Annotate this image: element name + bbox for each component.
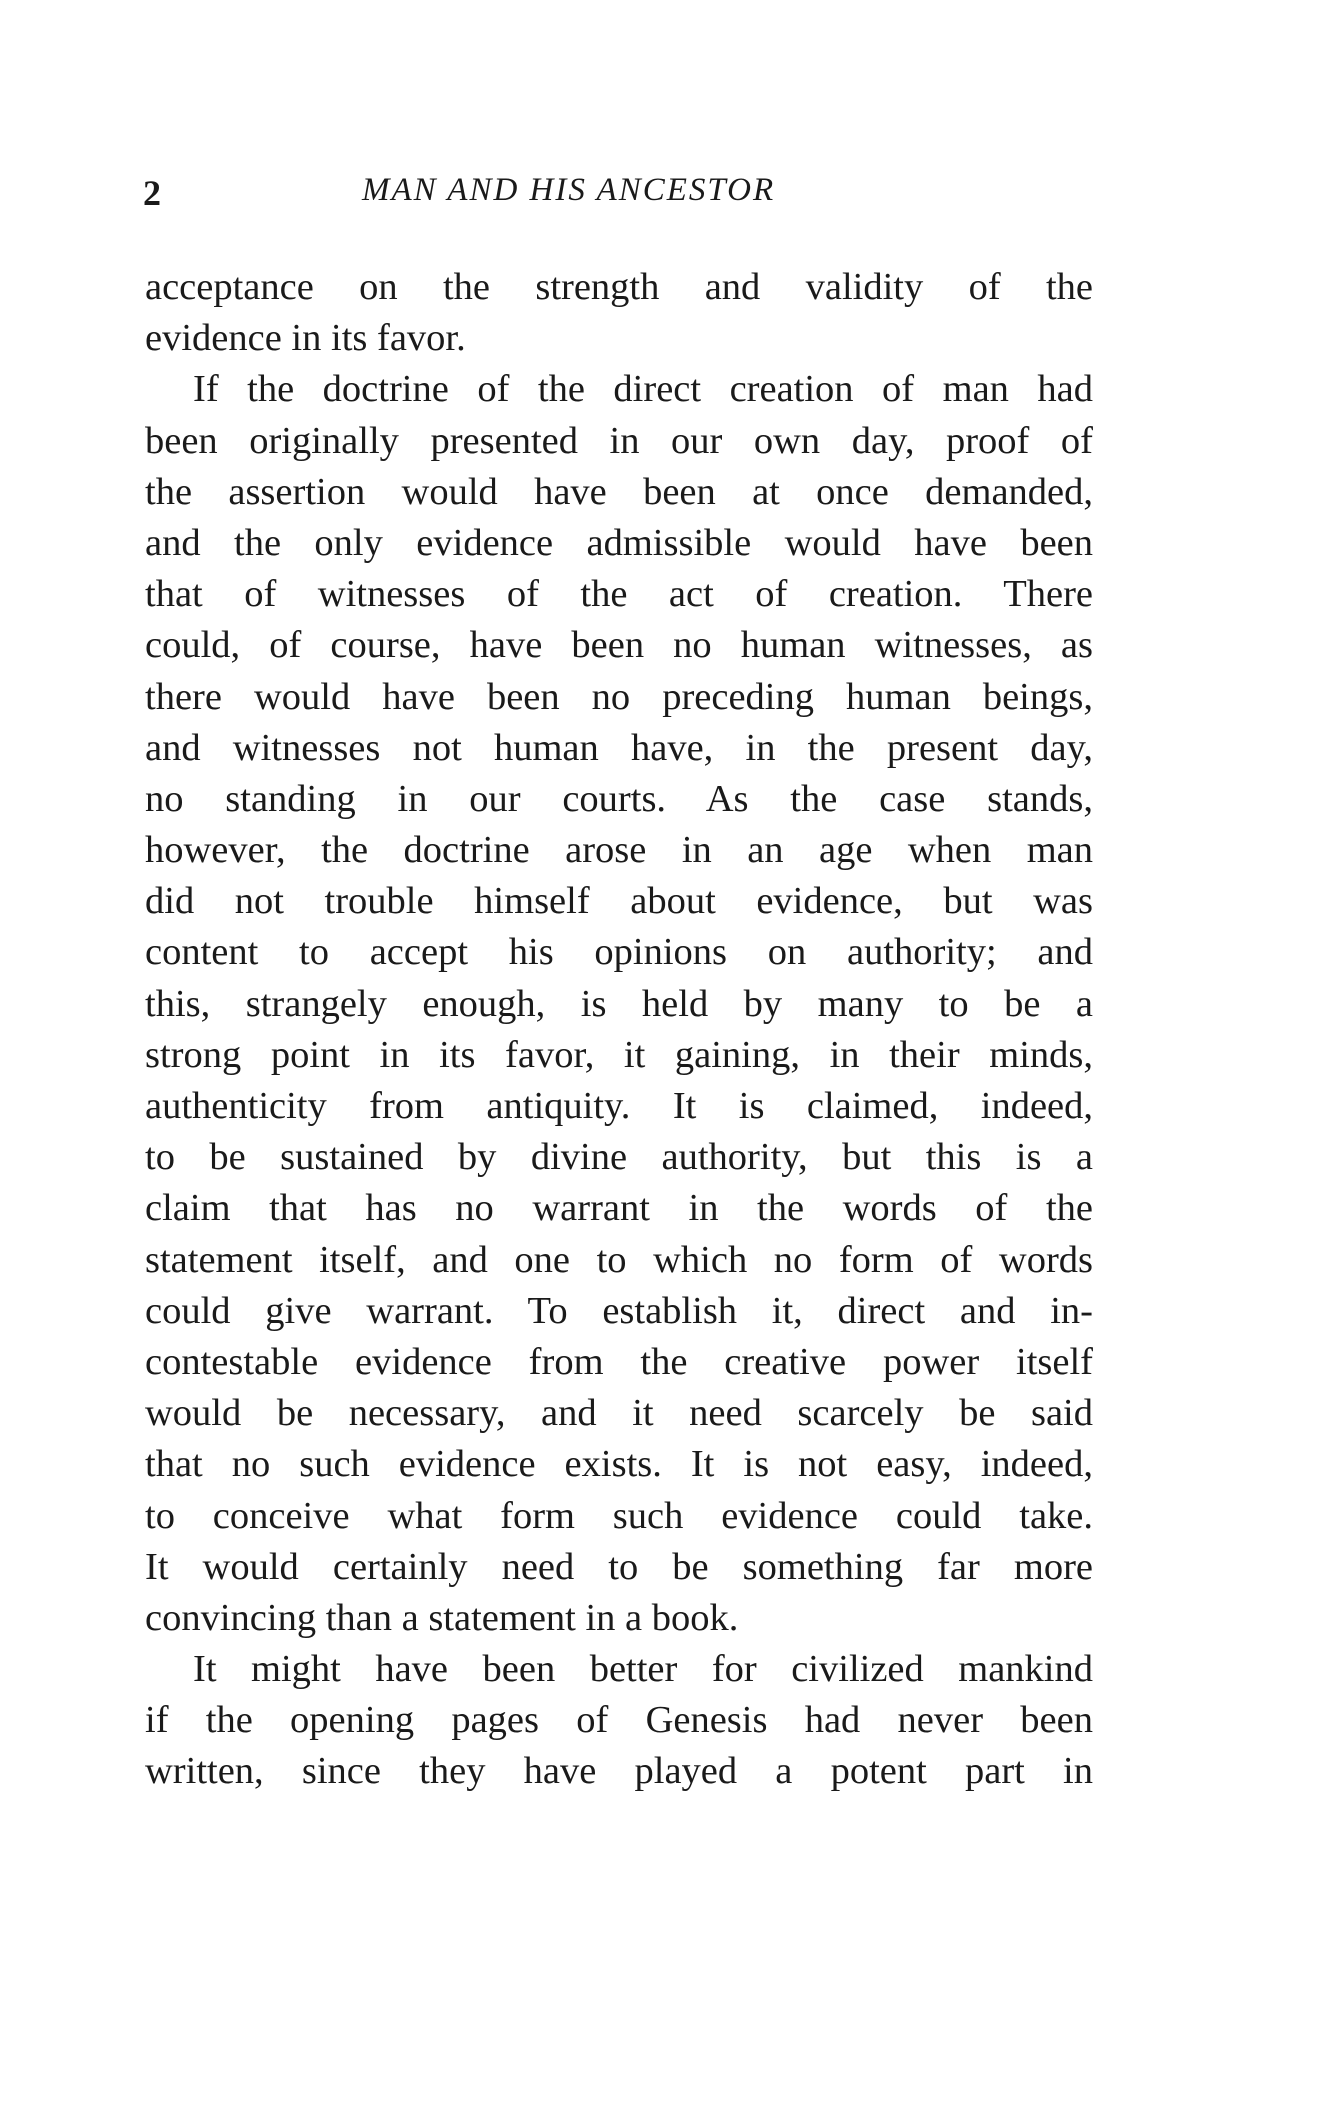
text-line: contestable evidence from the creative power itself: [145, 1340, 1093, 1383]
text-line: there would have been no preceding human beings,: [145, 675, 1093, 718]
running-title: MAN AND HIS ANCESTOR: [362, 172, 776, 208]
text-line: evidence in its favor.: [145, 317, 466, 360]
text-line: no standing in our courts. As the case stands,: [145, 777, 1093, 820]
text-line: and witnesses not human have, in the present day,: [145, 726, 1093, 769]
text-line: acceptance on the strength and validity of the: [145, 266, 1093, 308]
text-line: would be necessary, and it need scarcely be said: [145, 1392, 1093, 1435]
text-line: statement itself, and one to which no form of words: [145, 1238, 1093, 1281]
text-line: convincing than a statement in a book.: [145, 1596, 739, 1639]
text-line: and the only evidence admissible would have been: [145, 521, 1093, 564]
text-line: If the doctrine of the direct creation of man had: [193, 368, 1093, 411]
text-line: It would certainly need to be something far more: [145, 1545, 1093, 1588]
text-line: however, the doctrine arose in an age when man: [145, 829, 1093, 872]
text-line: did not trouble himself about evidence, but was: [145, 880, 1093, 923]
text-line: authenticity from antiquity. It is claimed, indeed,: [145, 1085, 1093, 1127]
body-text: [145, 262, 1093, 1798]
text-line: It might have been better for civilized mankind: [193, 1648, 1093, 1691]
text-line: if the opening pages of Genesis had never been: [145, 1699, 1093, 1742]
text-line: that of witnesses of the act of creation. There: [145, 573, 1093, 616]
text-line: the assertion would have been at once demanded,: [145, 470, 1093, 513]
text-line: written, since they have played a potent part in: [145, 1750, 1093, 1793]
text-line: could give warrant. To establish it, direct and in-: [145, 1289, 1093, 1332]
text-line: claim that has no warrant in the words of the: [145, 1187, 1093, 1230]
text-line: could, of course, have been no human witnesses, as: [145, 624, 1093, 667]
text-line: strong point in its favor, it gaining, in their minds,: [145, 1033, 1093, 1076]
text-line: been originally presented in our own day, proof of: [145, 419, 1093, 462]
text-line: that no such evidence exists. It is not easy, indeed,: [145, 1443, 1093, 1486]
text-line: to conceive what form such evidence could take.: [145, 1494, 1093, 1537]
page-number: 2: [143, 173, 161, 213]
text-line: to be sustained by divine authority, but this is a: [145, 1136, 1093, 1179]
text-line: this, strangely enough, is held by many to be a: [145, 982, 1093, 1025]
text-line: content to accept his opinions on authority; and: [145, 931, 1093, 974]
